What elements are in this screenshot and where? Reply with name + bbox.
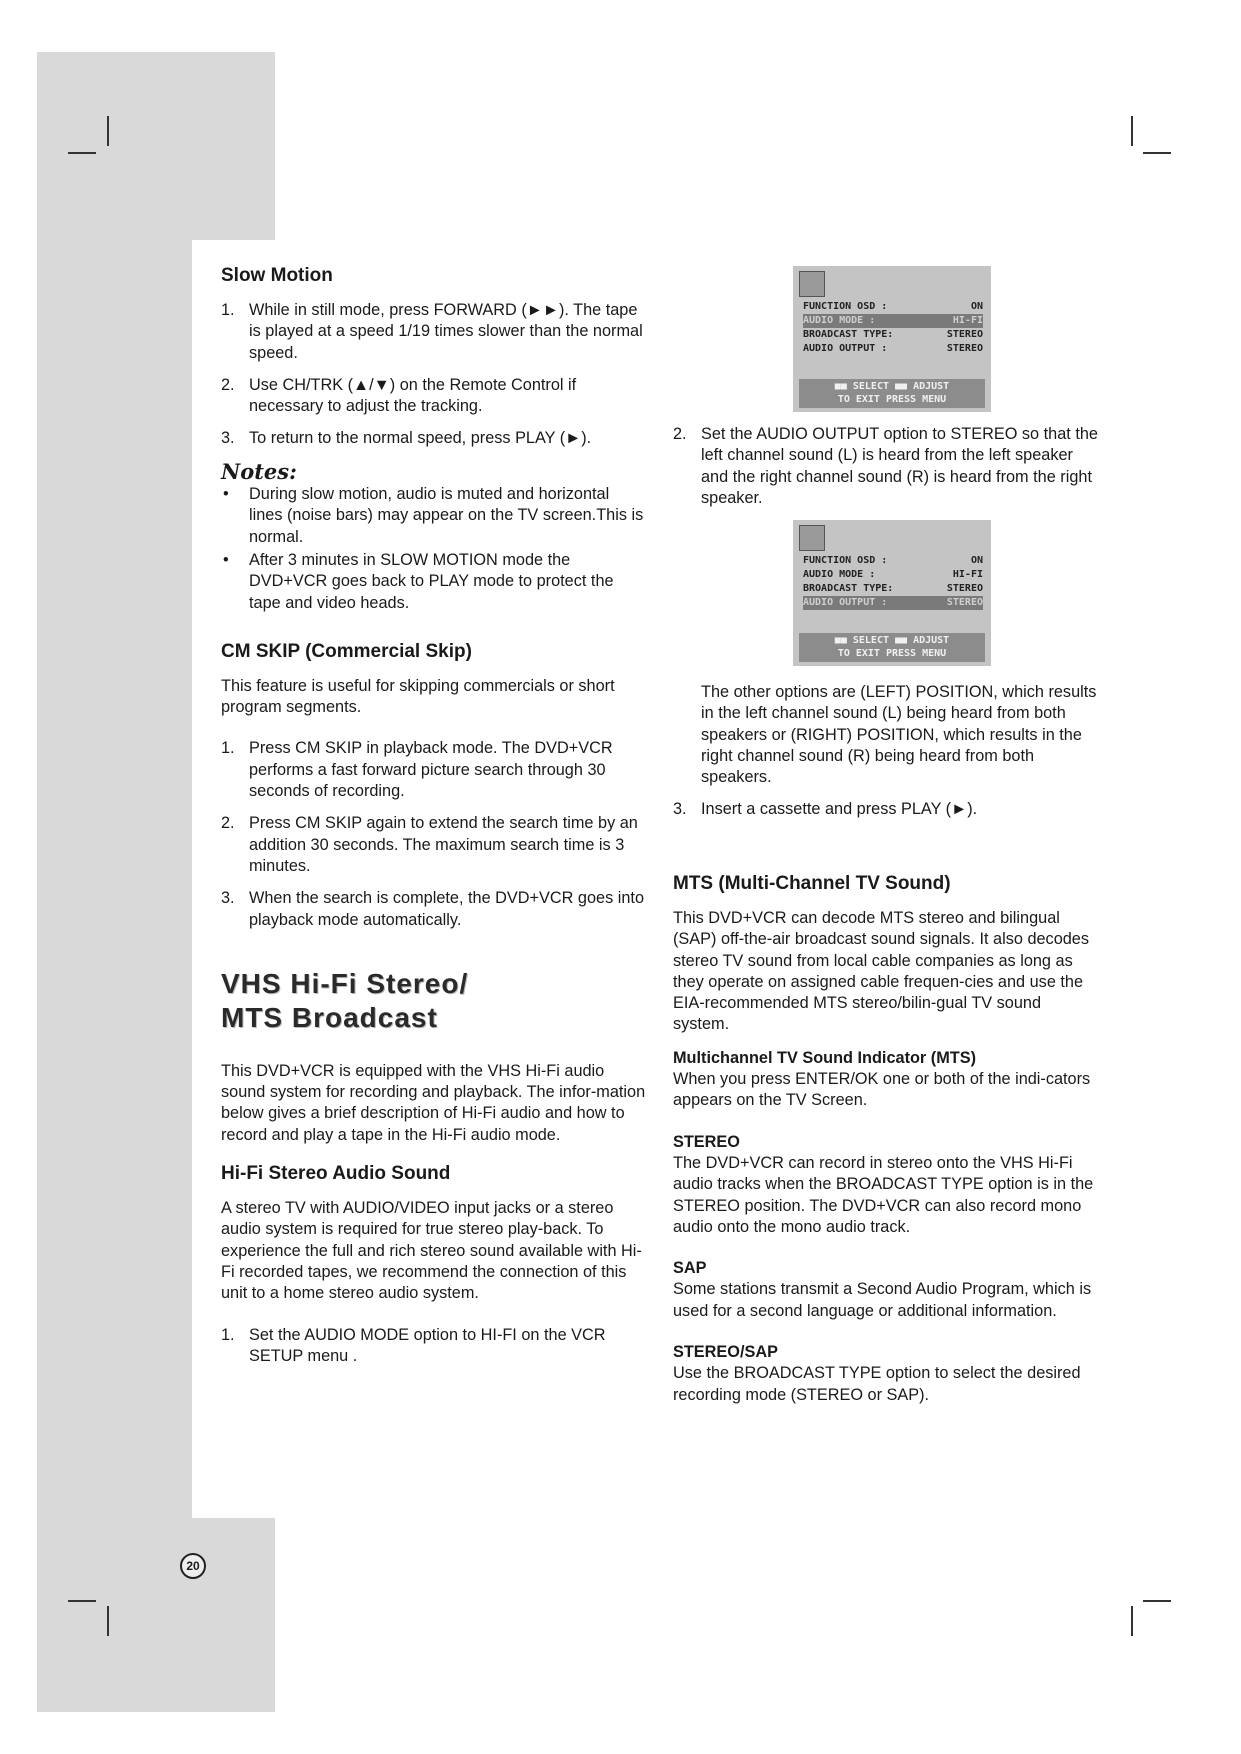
mts-heading: MTS (Multi-Channel TV Sound)	[673, 872, 951, 894]
mts-indicator-heading: Multichannel TV Sound Indicator (MTS)	[673, 1048, 976, 1067]
osd-menu-screenshot	[793, 520, 991, 666]
list-item: 3. To return to the normal speed, press PLAY (►).	[221, 429, 592, 448]
list-item: 1. Set the AUDIO MODE option to HI-FI on the VCR SETUP menu .	[221, 1325, 606, 1365]
vcr-setup-icon	[799, 525, 825, 551]
osd-row: FUNCTION OSD : ON	[803, 555, 983, 567]
crop-mark	[68, 152, 96, 154]
list-item: 1. While in still mode, press FORWARD (►►). The tape is played at a speed 1/19 times slower than the normal speed.	[221, 301, 643, 362]
osd-row: AUDIO MODE : HI-FI	[803, 569, 983, 581]
hifi-text: A stereo TV with AUDIO/VIDEO input jacks or a stereo audio system is required for true stereo play-back. To experience the full and rich stereo sound available with Hi-Fi recorded tapes, we recommend the connection of this unit to a home stereo audio system.	[221, 1199, 642, 1303]
right-column	[673, 266, 1101, 1416]
osd-row: AUDIO OUTPUT : STEREO	[803, 343, 983, 354]
crop-mark	[107, 1606, 109, 1636]
stereo-text: The DVD+VCR can record in stereo onto the VHS Hi-Fi audio tracks when the BROADCAST TYPE option is in the STEREO position. The DVD+VCR can also record mono audio onto the mono audio track.	[673, 1153, 1094, 1236]
cm-skip-steps	[221, 738, 646, 930]
sap-heading: SAP	[673, 1259, 707, 1278]
left-column	[221, 264, 646, 1378]
list-item: 1. Press CM SKIP in playback mode. The DVD+VCR performs a fast forward picture search through 30 seconds of recording.	[221, 739, 613, 801]
osd-row-selected: AUDIO MODE : HI-FI	[803, 315, 983, 326]
mts-intro: This DVD+VCR can decode MTS stereo and bilingual (SAP) off-the-air broadcast sound signals. It also decodes stereo TV sound from local cable companies as long as they operate on assigned cable frequen-cies and use the EIA-recommended MTS stereo/bilin-gual TV sound system.	[673, 908, 1089, 1034]
vcr-setup-icon	[799, 271, 825, 297]
gray-corner-bottom	[37, 1518, 275, 1712]
osd-row: BROADCAST TYPE: STEREO	[803, 329, 983, 340]
other-options-text: The other options are (LEFT) POSITION, which results in the left channel sound (L) being heard from both speakers or (RIGHT) POSITION, which results in the right channel sound (R) being heard from both speakers.	[701, 683, 1097, 787]
list-item: • After 3 minutes in SLOW MOTION mode the DVD+VCR goes back to PLAY mode to protect the tape and video heads.	[221, 550, 646, 614]
mts-indicator-text: When you press ENTER/OK one or both of the indi-cators appears on the TV Screen.	[673, 1070, 1091, 1110]
crop-mark	[1131, 1606, 1133, 1636]
insert-cassette-step	[673, 799, 1101, 820]
crop-mark	[1143, 152, 1171, 154]
audio-output-step	[673, 424, 1101, 509]
notes-heading: Notes:	[221, 458, 297, 484]
osd-menu-screenshot	[793, 266, 991, 412]
crop-mark	[107, 116, 109, 146]
hifi-heading: Hi-Fi Stereo Audio Sound	[221, 1163, 451, 1185]
list-item: 2. Set the AUDIO OUTPUT option to STEREO so that the left channel sound (L) is heard from the left speaker and the right channel sound (R) is heard from the right speaker.	[673, 425, 1098, 507]
sap-text: Some stations transmit a Second Audio Program, which is used for a second language or additional information.	[673, 1280, 1092, 1320]
hifi-steps	[221, 1325, 646, 1368]
crop-mark	[1131, 116, 1133, 146]
stereo-sap-text: Use the BROADCAST TYPE option to select the desired recording mode (STEREO or SAP).	[673, 1364, 1081, 1404]
notes-list	[221, 484, 646, 614]
osd-footer: ■■ SELECT ■■ ADJUST TO EXIT PRESS MENU	[799, 633, 985, 662]
crop-mark	[1143, 1600, 1171, 1602]
cm-skip-heading: CM SKIP (Commercial Skip)	[221, 640, 472, 662]
cm-skip-intro: This feature is useful for skipping commercials or short program segments.	[221, 676, 615, 717]
vhs-intro: This DVD+VCR is equipped with the VHS Hi-Fi audio sound system for recording and playback. The infor-mation below gives a brief description of Hi-Fi audio and how to record and play a tape in the Hi-Fi audio mode.	[221, 1061, 646, 1144]
page-number: 20	[180, 1553, 206, 1579]
gray-corner-top	[37, 52, 275, 240]
slow-motion-steps	[221, 300, 646, 450]
list-item: 3. Insert a cassette and press PLAY (►).	[673, 799, 978, 818]
slow-motion-heading: Slow Motion	[221, 265, 333, 286]
osd-row: BROADCAST TYPE: STEREO	[803, 583, 983, 595]
list-item: 2. Use CH/TRK (▲/▼) on the Remote Control if necessary to adjust the tracking.	[221, 375, 577, 416]
stereo-sap-heading: STEREO/SAP	[673, 1343, 778, 1362]
list-item: 3. When the search is complete, the DVD+VCR goes into playback mode automatically.	[221, 889, 645, 929]
osd-row-selected: AUDIO OUTPUT : STEREO	[803, 597, 983, 609]
gray-sidebar	[37, 52, 192, 1712]
vhs-section-title: VHS Hi-Fi Stereo/ MTS Broadcast	[221, 967, 469, 1033]
list-item: 2. Press CM SKIP again to extend the search time by an addition 30 seconds. The maximum search time is 3 minutes.	[221, 814, 638, 875]
crop-mark	[68, 1600, 96, 1602]
stereo-heading: STEREO	[673, 1132, 740, 1151]
osd-row: FUNCTION OSD : ON	[803, 301, 983, 312]
osd-footer: ■■ SELECT ■■ ADJUST TO EXIT PRESS MENU	[799, 379, 985, 408]
list-item: • During slow motion, audio is muted and horizontal lines (noise bars) may appear on the TV screen.This is normal.	[221, 484, 646, 548]
